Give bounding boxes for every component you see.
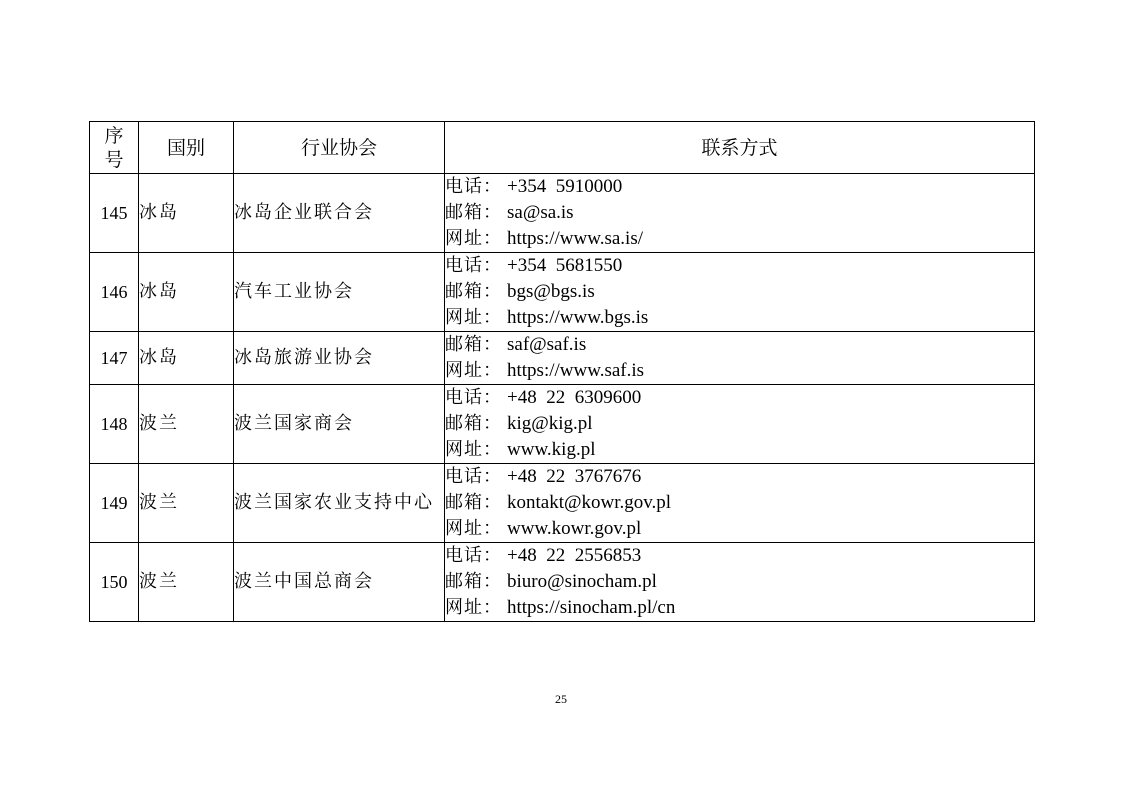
contact-line [445, 490, 1034, 516]
row-contact [445, 543, 1035, 622]
contact-line [445, 411, 1034, 437]
contact-line [445, 437, 1034, 463]
row-seq: 148 [90, 385, 139, 464]
contact-colon: ： [483, 176, 501, 197]
contact-value: biuro@sinocham.pl [507, 571, 657, 592]
header-seq [90, 122, 139, 174]
contact-colon: ： [483, 439, 501, 460]
page-number: 25 [555, 692, 567, 706]
contact-label: 网址 [445, 228, 483, 249]
contact-value: https://sinocham.pl/cn [507, 597, 676, 618]
row-seq: 149 [90, 464, 139, 543]
contact-colon: ： [483, 545, 501, 566]
contact-line [445, 226, 1034, 252]
contact-line [445, 516, 1034, 542]
row-association: 冰岛企业联合会 [234, 174, 445, 253]
table-row [90, 385, 1035, 464]
row-contact [445, 385, 1035, 464]
contact-label: 邮箱 [445, 202, 483, 223]
contact-value: +354 5910000 [507, 176, 623, 197]
contact-colon: ： [483, 281, 501, 302]
contact-label: 电话 [445, 545, 483, 566]
contact-value: https://www.sa.is/ [507, 228, 643, 249]
contact-line [445, 332, 1034, 358]
row-country: 波兰 [139, 385, 234, 464]
row-association: 冰岛旅游业协会 [234, 332, 445, 385]
row-association: 波兰国家农业支持中心 [234, 464, 445, 543]
contact-value: kig@kig.pl [507, 413, 593, 434]
header-seq-line2: 号 [104, 148, 124, 171]
contact-label: 电话 [445, 176, 483, 197]
table-row [90, 253, 1035, 332]
contact-label: 邮箱 [445, 413, 483, 434]
contact-line [445, 385, 1034, 411]
contact-colon: ： [483, 413, 501, 434]
contact-colon: ： [483, 387, 501, 408]
table-row [90, 174, 1035, 253]
contact-line [445, 358, 1034, 384]
header-seq-line1: 序 [104, 124, 124, 147]
contact-line [445, 569, 1034, 595]
contact-colon: ： [483, 202, 501, 223]
row-seq: 147 [90, 332, 139, 385]
header-country: 国别 [139, 122, 234, 174]
contact-line [445, 595, 1034, 621]
contact-line [445, 279, 1034, 305]
row-contact [445, 332, 1035, 385]
row-seq: 150 [90, 543, 139, 622]
contact-colon: ： [483, 360, 501, 381]
contact-label: 网址 [445, 597, 483, 618]
row-contact [445, 253, 1035, 332]
contact-value: bgs@bgs.is [507, 281, 595, 302]
row-seq: 145 [90, 174, 139, 253]
row-association: 波兰中国总商会 [234, 543, 445, 622]
contact-colon: ： [483, 255, 501, 276]
contact-value: saf@saf.is [507, 334, 587, 355]
row-seq: 146 [90, 253, 139, 332]
contact-colon: ： [483, 518, 501, 539]
contact-colon: ： [483, 597, 501, 618]
table-body [90, 174, 1035, 622]
row-country: 波兰 [139, 464, 234, 543]
contact-line [445, 200, 1034, 226]
contact-colon: ： [483, 571, 501, 592]
row-country: 冰岛 [139, 174, 234, 253]
contact-label: 电话 [445, 387, 483, 408]
contact-value: sa@sa.is [507, 202, 574, 223]
contact-line [445, 543, 1034, 569]
contact-value: www.kig.pl [507, 439, 596, 460]
table-row [90, 332, 1035, 385]
row-contact [445, 174, 1035, 253]
contact-label: 邮箱 [445, 492, 483, 513]
contact-colon: ： [483, 307, 501, 328]
contact-label: 网址 [445, 307, 483, 328]
contact-line [445, 464, 1034, 490]
contact-value: +354 5681550 [507, 255, 623, 276]
header-association: 行业协会 [234, 122, 445, 174]
row-contact [445, 464, 1035, 543]
header-contact: 联系方式 [445, 122, 1035, 174]
table-header-row [90, 122, 1035, 174]
contact-value: +48 22 6309600 [507, 387, 642, 408]
contact-value: www.kowr.gov.pl [507, 518, 642, 539]
contact-label: 网址 [445, 439, 483, 460]
contact-value: +48 22 3767676 [507, 466, 642, 487]
row-country: 冰岛 [139, 253, 234, 332]
contact-label: 网址 [445, 518, 483, 539]
contact-colon: ： [483, 492, 501, 513]
contact-label: 电话 [445, 466, 483, 487]
contact-label: 邮箱 [445, 281, 483, 302]
table-row [90, 543, 1035, 622]
row-country: 波兰 [139, 543, 234, 622]
contact-value: kontakt@kowr.gov.pl [507, 492, 672, 513]
contact-value: +48 22 2556853 [507, 545, 642, 566]
contact-label: 网址 [445, 360, 483, 381]
associations-table [89, 121, 1035, 622]
row-association: 波兰国家商会 [234, 385, 445, 464]
contact-colon: ： [483, 228, 501, 249]
contact-label: 邮箱 [445, 334, 483, 355]
contact-label: 邮箱 [445, 571, 483, 592]
row-association: 汽车工业协会 [234, 253, 445, 332]
table-row [90, 464, 1035, 543]
contact-colon: ： [483, 334, 501, 355]
contact-line [445, 253, 1034, 279]
contact-value: https://www.saf.is [507, 360, 645, 381]
contact-colon: ： [483, 466, 501, 487]
contact-value: https://www.bgs.is [507, 307, 649, 328]
contact-line [445, 305, 1034, 331]
contact-line [445, 174, 1034, 200]
contact-label: 电话 [445, 255, 483, 276]
row-country: 冰岛 [139, 332, 234, 385]
